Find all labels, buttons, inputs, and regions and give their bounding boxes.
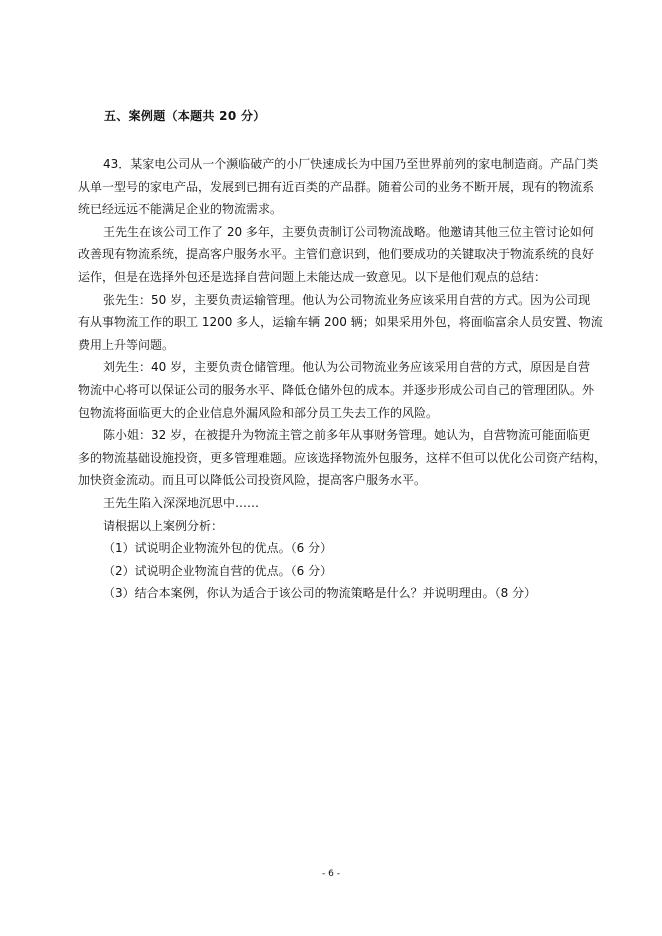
question-line: （3）结合本案例，你认为适合于该公司的物流策略是什么？并说明理由。（8 分） xyxy=(103,586,537,601)
paragraph-instruction xyxy=(78,515,578,538)
paragraph-mr-zhang xyxy=(78,289,603,357)
paragraph-line: 陈小姐：32 岁，在被提升为物流主管之前多年从事财务管理。她认为，自营物流可能面临更 xyxy=(103,428,591,443)
question-1 xyxy=(78,537,578,560)
question-2 xyxy=(78,560,578,583)
page-number: - 6 - xyxy=(322,869,340,879)
paragraph-line: 从单一型号的家电产品，发展到已拥有近百类的产品群。随着公司的业务不断开展，现有的物流系 xyxy=(78,179,595,194)
paragraph-line: 请根据以上案例分析： xyxy=(103,518,224,533)
question-line: （2）试说明企业物流自营的优点。（6 分） xyxy=(103,563,333,578)
case-study-body xyxy=(78,153,607,605)
paragraph-line: 王先生在该公司工作了 20 多年，主要负责制订公司物流战略。他邀请其他三位主管讨论如何 xyxy=(103,224,594,239)
paragraph-ms-chen xyxy=(78,424,607,492)
paragraph-mr-liu xyxy=(78,356,595,424)
section-title: 五、案例题（本题共 20 分） xyxy=(104,109,266,123)
paragraph-thinking xyxy=(78,492,578,515)
paragraph-intro xyxy=(78,153,599,221)
paragraph-line: 王先生陷入深深地沉思中…… xyxy=(103,495,260,510)
paragraph-line: 加快资金流动。而且可以降低公司投资风险，提高客户服务水平。 xyxy=(78,473,427,488)
question-3 xyxy=(78,582,578,605)
paragraph-line: 费用上升等问题。 xyxy=(78,337,175,352)
paragraph-line: 张先生：50 岁，主要负责运输管理。他认为公司物流业务应该采用自营的方式。因为公司现 xyxy=(103,292,591,307)
paragraph-mr-wang xyxy=(78,221,595,289)
paragraph-line: 包物流将面临更大的企业信息外漏风险和部分员工失去工作的风险。 xyxy=(78,405,439,420)
paragraph-line: 43．某家电公司从一个濒临破产的小厂快速成长为中国乃至世界前列的家电制造商。产品门类 xyxy=(103,157,599,171)
paragraph-line: 刘先生：40 岁，主要负责仓储管理。他认为公司物流业务应该采用自营的方式，原因是自营 xyxy=(103,360,591,375)
paragraph-line: 多的物流基础设施投资，更多管理难题。应该选择物流外包服务，这样不但可以优化公司资产结构， xyxy=(78,450,607,465)
paragraph-line: 物流中心将可以保证公司的服务水平、降低仓储外包的成本。并逐步形成公司自己的管理团队。外 xyxy=(78,382,595,397)
paragraph-line: 改善现有物流系统，提高客户服务水平。主管们意识到，他们要成功的关键取决于物流系统的良好 xyxy=(78,247,595,262)
paragraph-line: 统已经远远不能满足企业的物流需求。 xyxy=(78,202,283,217)
paragraph-line: 有从事物流工作的职工 1200 多人，运输车辆 200 辆；如果采用外包，将面临富余人员安置、物流 xyxy=(78,315,603,330)
paragraph-line: 运作，但是在选择外包还是选择自营问题上未能达成一致意见。以下是他们观点的总结： xyxy=(78,269,547,284)
question-line: （1）试说明企业物流外包的优点。（6 分） xyxy=(103,541,333,556)
